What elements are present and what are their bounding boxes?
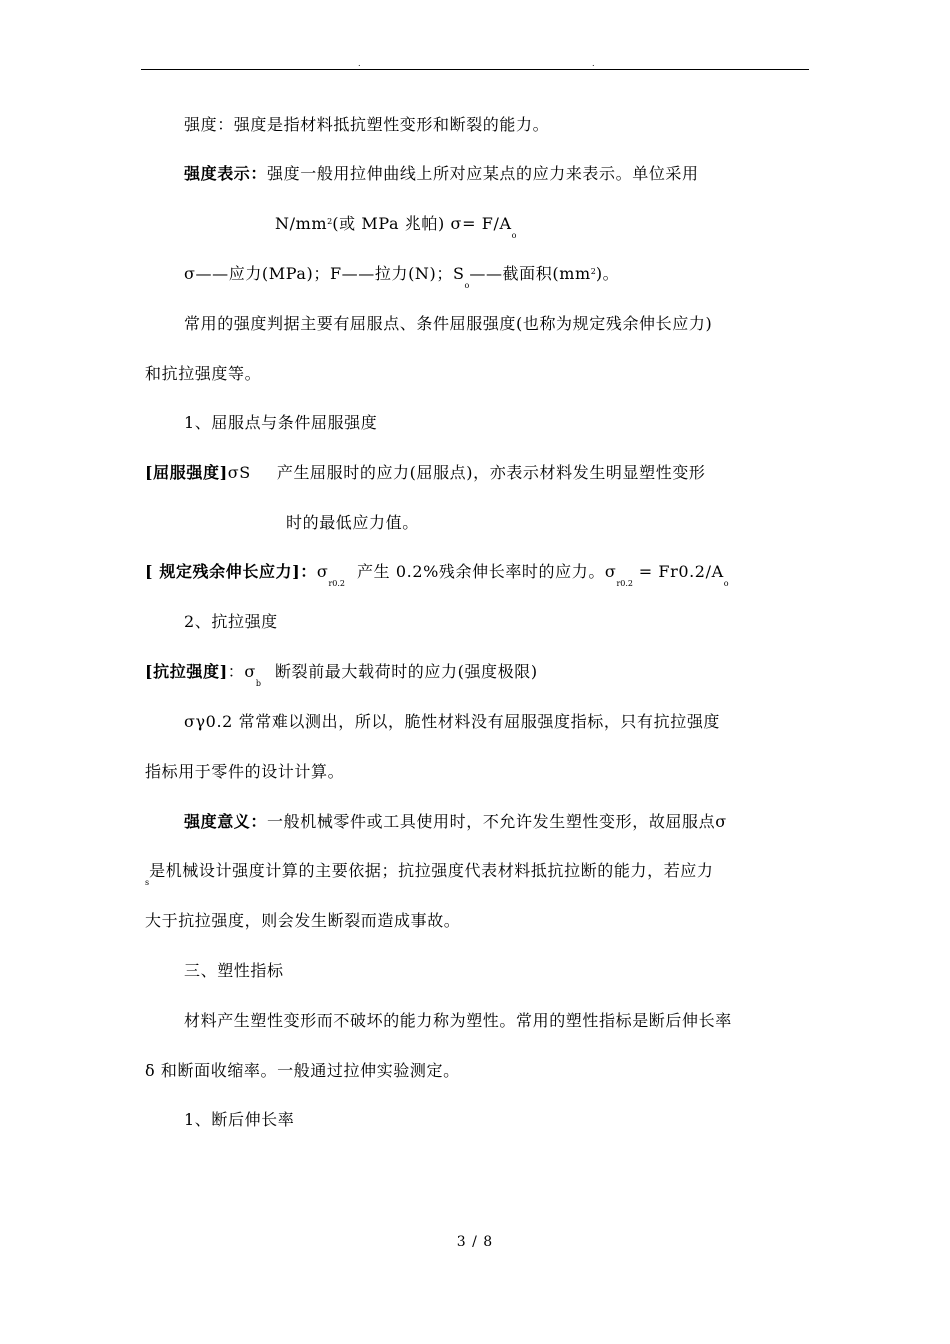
proof-stress-line bbox=[145, 562, 729, 588]
symbol-def-sub: o bbox=[464, 281, 470, 290]
proof-stress-text: 产生 0.2%残余伸长率时的应力。σ bbox=[357, 562, 617, 581]
symbol-def-sup: 2 bbox=[590, 267, 596, 276]
tensile-strength-label: [抗拉强度] bbox=[145, 662, 228, 681]
formula-unit-sup: 2 bbox=[327, 217, 333, 226]
yield-strength-text2: 时的最低应力值。 bbox=[286, 513, 419, 532]
proof-stress-sub2: r0.2 bbox=[616, 579, 634, 588]
brittle-note-line2 bbox=[145, 762, 344, 782]
symbol-def-c: )。 bbox=[595, 264, 620, 283]
formula-unit: N/mm bbox=[275, 214, 328, 233]
proof-stress-sub: r0.2 bbox=[328, 579, 345, 588]
yield-strength-label: [屈服强度] bbox=[145, 463, 228, 482]
tensile-strength-line bbox=[145, 662, 538, 688]
yield-strength-text: 产生屈服时的应力(屈服点)，亦表示材料发生明显塑性变形 bbox=[276, 463, 706, 482]
strength-definition-text: 强度：强度是指材料抵抗塑性变形和断裂的能力。 bbox=[184, 115, 550, 134]
header-dot-right: . bbox=[592, 59, 595, 68]
page-number: 3 / 8 bbox=[456, 1234, 494, 1250]
strength-expression-text: 强度一般用拉伸曲线上所对应某点的应力来表示。单位采用 bbox=[267, 164, 699, 183]
brittle-note-line1 bbox=[184, 712, 720, 732]
strength-criteria-text1: 常用的强度判据主要有屈服点、条件屈服强度(也称为规定残余伸长应力) bbox=[184, 314, 713, 333]
section-plasticity-heading bbox=[184, 961, 284, 981]
proof-stress-label: [ 规定残余伸长应力]： bbox=[145, 562, 317, 581]
section-yield-heading bbox=[184, 413, 377, 433]
strength-definition bbox=[184, 115, 549, 135]
strength-meaning-text2: 是机械设计强度计算的主要依据；抗拉强度代表材料抵抗拉断的能力，若应力 bbox=[149, 861, 714, 880]
tensile-strength-symbol: ：σ bbox=[227, 662, 256, 681]
strength-meaning-line2 bbox=[145, 861, 714, 887]
strength-meaning-text1: 一般机械零件或工具使用时，不允许发生塑性变形，故屈服点σ bbox=[267, 812, 727, 831]
yield-strength-line1 bbox=[145, 463, 706, 483]
strength-meaning-line1 bbox=[184, 812, 727, 832]
yield-strength-line2 bbox=[286, 513, 419, 533]
header-rule bbox=[141, 69, 809, 70]
proof-stress-symbol: σ bbox=[316, 562, 329, 581]
strength-meaning-label: 强度意义： bbox=[184, 812, 268, 831]
proof-stress-sub3: o bbox=[723, 579, 729, 588]
brittle-note-text2: 指标用于零件的设计计算。 bbox=[145, 762, 345, 781]
section-tensile-heading bbox=[184, 612, 278, 632]
strength-meaning-sub: s bbox=[145, 878, 150, 887]
strength-criteria-line2 bbox=[145, 364, 261, 384]
strength-criteria-text2: 和抗拉强度等。 bbox=[145, 364, 262, 383]
header-dot-left: . bbox=[358, 59, 361, 68]
section-plasticity-heading-text: 三、塑性指标 bbox=[184, 961, 284, 980]
section-elongation-heading-text: 1、断后伸长率 bbox=[184, 1110, 295, 1129]
plasticity-text2: δ 和断面收缩率。一般通过拉伸实验测定。 bbox=[145, 1061, 460, 1080]
section-yield-heading-text: 1、屈服点与条件屈服强度 bbox=[184, 413, 378, 432]
symbol-definitions bbox=[184, 264, 620, 290]
proof-stress-eq: = Fr0.2/A bbox=[633, 562, 724, 581]
strength-expression bbox=[184, 164, 699, 184]
symbol-def-b: ——截面积(mm bbox=[469, 264, 591, 283]
plasticity-text1: 材料产生塑性变形而不破坏的能力称为塑性。常用的塑性指标是断后伸长率 bbox=[184, 1011, 732, 1030]
symbol-def-a: σ——应力(MPa)；F——拉力(N)；S bbox=[184, 264, 465, 283]
formula-sub: o bbox=[511, 231, 517, 240]
section-elongation-heading bbox=[184, 1110, 294, 1130]
plasticity-line2 bbox=[145, 1061, 460, 1081]
strength-meaning-text3: 大于抗拉强度，则会发生断裂而造成事故。 bbox=[145, 911, 461, 930]
strength-meaning-line3 bbox=[145, 911, 460, 931]
brittle-note-text1: σγ0.2 常常难以测出，所以，脆性材料没有屈服强度指标，只有抗拉强度 bbox=[184, 712, 721, 731]
section-tensile-heading-text: 2、抗拉强度 bbox=[184, 612, 278, 631]
plasticity-line1 bbox=[184, 1011, 732, 1031]
strength-criteria-line1 bbox=[184, 314, 712, 334]
strength-expression-label: 强度表示： bbox=[184, 164, 268, 183]
stress-formula bbox=[275, 214, 517, 240]
formula-main: (或 MPa 兆帕) σ= F/A bbox=[332, 214, 512, 233]
yield-strength-symbol: σS bbox=[227, 463, 251, 482]
tensile-strength-sub: b bbox=[255, 679, 261, 688]
tensile-strength-text: 断裂前最大载荷时的应力(强度极限) bbox=[275, 662, 538, 681]
